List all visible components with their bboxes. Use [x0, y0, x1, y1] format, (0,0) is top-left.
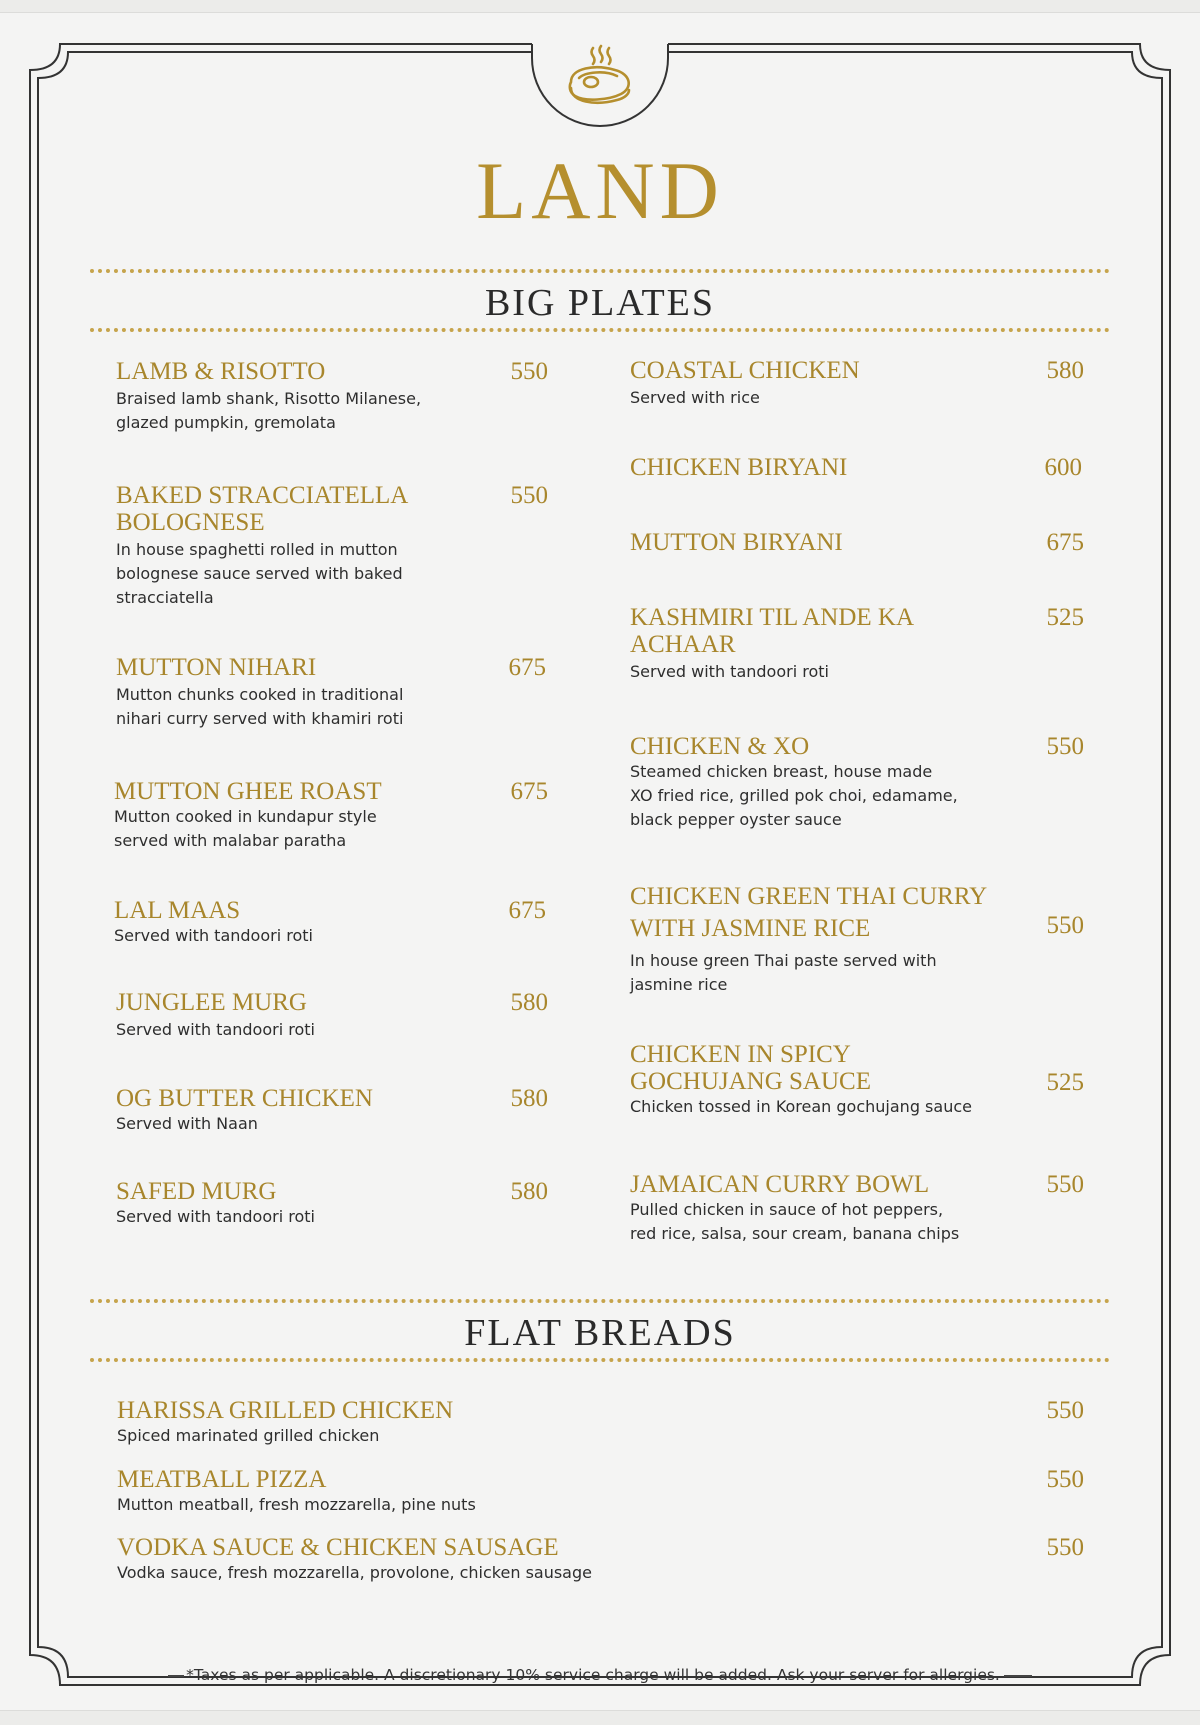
menu-item	[630, 1171, 1050, 1246]
menu-item	[117, 1534, 877, 1585]
item-name: CHICKEN GREEN THAI CURRY WITH JASMINE RICE	[630, 883, 988, 942]
dotted-divider	[90, 269, 1110, 273]
item-description: Mutton meatball, fresh mozzarella, pine nuts	[117, 1495, 476, 1514]
item-name: COASTAL CHICKEN	[630, 357, 860, 384]
item-name: CHICKEN BIRYANI	[630, 454, 848, 481]
item-description: In house green Thai paste served with jasmine rice	[630, 951, 937, 994]
item-name: CHICKEN & XO	[630, 733, 810, 760]
item-price: 525	[1046, 1069, 1084, 1096]
menu-item	[630, 733, 1050, 832]
menu-item	[117, 1466, 817, 1517]
item-name: MEATBALL PIZZA	[117, 1466, 327, 1493]
item-description: Served with tandoori roti	[116, 1020, 315, 1039]
item-description: Served with rice	[630, 388, 760, 407]
item-description: Pulled chicken in sauce of hot peppers, red rice, salsa, sour cream, banana chips	[630, 1200, 960, 1243]
steak-icon	[555, 44, 645, 114]
dotted-divider	[90, 1299, 1110, 1303]
page-bottom-edge	[0, 1710, 1200, 1725]
item-price: 550	[1046, 912, 1084, 939]
item-price: 675	[1046, 529, 1084, 556]
item-price: 675	[510, 778, 548, 805]
item-description: Mutton cooked in kundapur style served with malabar paratha	[114, 807, 377, 850]
item-name: JUNGLEE MURG	[116, 989, 307, 1016]
item-price: 550	[1046, 1534, 1084, 1561]
dotted-divider	[90, 328, 1110, 332]
item-price: 675	[508, 654, 546, 681]
item-name: HARISSA GRILLED CHICKEN	[117, 1397, 454, 1424]
menu-item	[116, 989, 506, 1042]
item-description: Steamed chicken breast, house made XO fried rice, grilled pok choi, edamame, black pepper oyster sauce	[630, 762, 958, 829]
footer-rule-right	[1004, 1675, 1032, 1677]
footer-note	[0, 1665, 1200, 1685]
menu-item	[116, 1085, 506, 1136]
item-name: MUTTON GHEE ROAST	[114, 778, 382, 805]
menu-item	[630, 454, 1030, 481]
menu-item	[116, 1178, 506, 1229]
item-description: Vodka sauce, fresh mozzarella, provolone, chicken sausage	[117, 1563, 592, 1582]
item-description: Served with tandoori roti	[116, 1207, 315, 1226]
item-price: 550	[1046, 1171, 1084, 1198]
item-description: Served with tandoori roti	[630, 662, 829, 681]
section-title-flat-breads: FLAT BREADS	[464, 1312, 736, 1354]
item-price: 550	[510, 358, 548, 385]
item-description: In house spaghetti rolled in mutton bolognese sauce served with baked stracciatella	[116, 540, 403, 607]
footer-rule-left	[168, 1675, 184, 1677]
item-name: JAMAICAN CURRY BOWL	[630, 1171, 930, 1198]
item-price: 525	[1046, 604, 1084, 631]
item-price: 550	[1046, 1466, 1084, 1493]
item-name: LAL MAAS	[114, 897, 241, 924]
item-price: 580	[510, 989, 548, 1016]
item-price: 550	[510, 482, 548, 509]
section-title-big-plates: BIG PLATES	[484, 282, 716, 324]
menu-item	[630, 357, 1030, 410]
item-price: 580	[510, 1085, 548, 1112]
item-name: SAFED MURG	[116, 1178, 277, 1205]
item-name: MUTTON BIRYANI	[630, 529, 843, 556]
item-price: 580	[1046, 357, 1084, 384]
item-price: 600	[1044, 454, 1082, 481]
item-price: 675	[508, 897, 546, 924]
page-title: LAND	[476, 145, 724, 236]
item-price: 550	[1046, 733, 1084, 760]
item-name: CHICKEN IN SPICY GOCHUJANG SAUCE	[630, 1041, 871, 1095]
menu-item	[114, 897, 504, 948]
item-price: 580	[510, 1178, 548, 1205]
menu-item	[630, 604, 1030, 684]
item-description: Chicken tossed in Korean gochujang sauce	[630, 1097, 972, 1116]
item-name: BAKED STRACCIATELLA BOLOGNESE	[116, 482, 409, 536]
item-name: LAMB & RISOTTO	[116, 358, 326, 385]
menu-item	[630, 1041, 1050, 1119]
menu-item	[630, 529, 1030, 556]
menu-item	[116, 654, 506, 731]
dotted-divider	[90, 1358, 1110, 1362]
menu-item	[116, 358, 506, 435]
item-description: Braised lamb shank, Risotto Milanese, glazed pumpkin, gremolata	[116, 389, 422, 432]
item-name: KASHMIRI TIL ANDE KA ACHAAR	[630, 604, 915, 658]
menu-item	[116, 482, 506, 610]
menu-item	[114, 778, 504, 853]
footer-note-text: *Taxes as per applicable. A discretionary 10% service charge will be added. Ask your server for allergies.	[186, 1666, 1000, 1684]
item-description: Spiced marinated grilled chicken	[117, 1426, 380, 1445]
item-description: Served with Naan	[116, 1114, 258, 1133]
item-price: 550	[1046, 1397, 1084, 1424]
item-description: Mutton chunks cooked in traditional nihari curry served with khamiri roti	[116, 685, 404, 728]
item-name: MUTTON NIHARI	[116, 654, 317, 681]
item-description: Served with tandoori roti	[114, 926, 313, 945]
item-name: VODKA SAUCE & CHICKEN SAUSAGE	[117, 1534, 559, 1561]
item-name: OG BUTTER CHICKEN	[116, 1085, 373, 1112]
menu-item	[630, 881, 1050, 997]
menu-item	[117, 1397, 817, 1448]
